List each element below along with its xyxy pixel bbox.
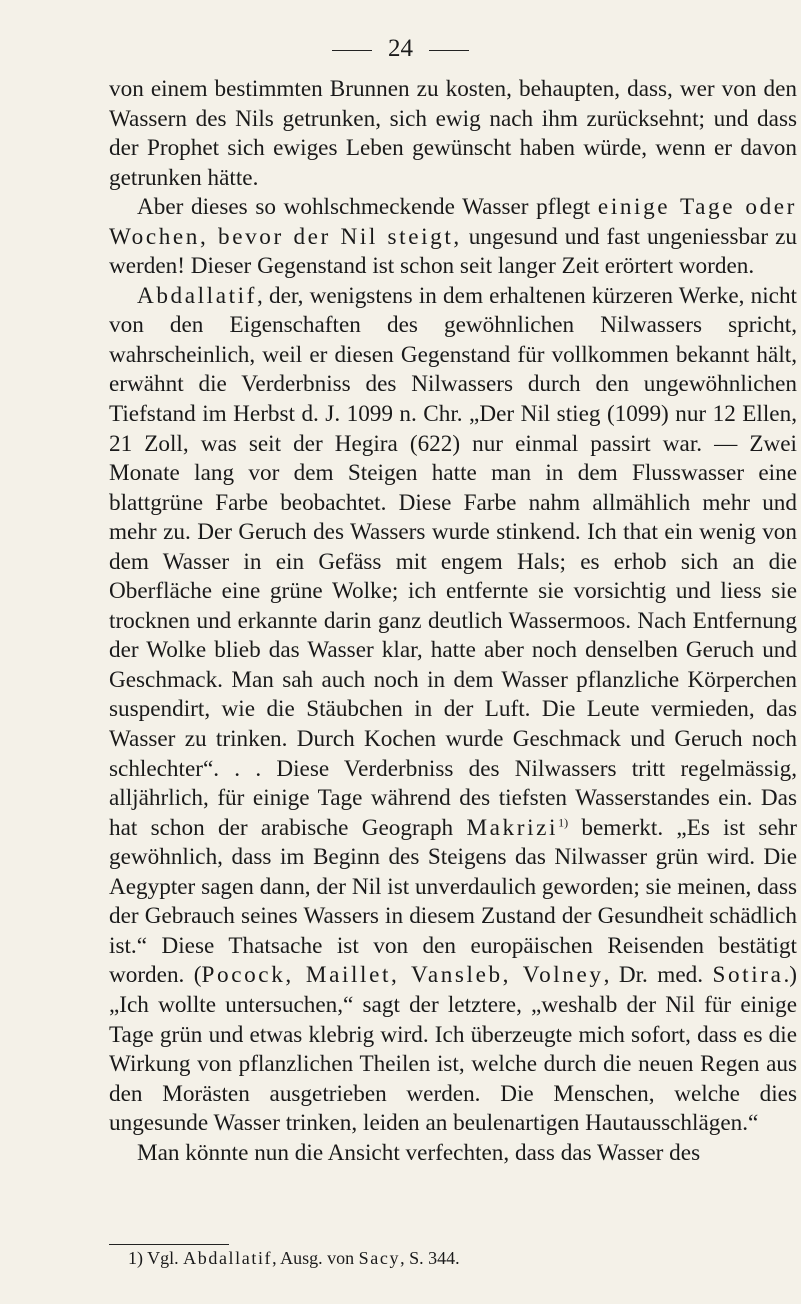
paragraph xyxy=(109,1139,797,1169)
header-dash-right xyxy=(429,50,469,51)
spaced-name: Sacy xyxy=(358,1248,401,1268)
text-run: 1) Vgl. xyxy=(128,1248,184,1268)
text-run: Man könnte nun die Ansicht verfechten, dass das Wasser des xyxy=(137,1139,701,1166)
paragraph xyxy=(109,282,797,1139)
footnote-marker: 1) xyxy=(558,814,569,829)
spaced-name: Sotira xyxy=(712,962,784,989)
text-run: ungesund und fast ungeniessbar zu werden! Dieser Gegenstand ist schon seit langer Zeit erörtert worden. xyxy=(109,223,797,280)
page-number: 24 xyxy=(388,35,413,62)
footnote xyxy=(128,1247,788,1269)
spaced-name: Abdallatif xyxy=(183,1248,273,1268)
text-run: , Dr. med. xyxy=(603,962,713,989)
spaced-name: Pocock, Maillet, Vansleb, Volney xyxy=(201,962,604,989)
spaced-name: einige Tage oder Wochen, bevor der Nil steigt, xyxy=(109,194,798,250)
paragraph xyxy=(109,75,797,193)
text-run: von einem bestimmten Brunnen zu kosten, behaupten, dass, wer von den Wassern des Nils getrunken, sich ewig nach ihm zurücksehnt; und dass der Prophet sich ewiges Leben gewünscht haben würde, wenn er davon getrunken hätte. xyxy=(109,76,797,191)
text-run: , Ausg. von xyxy=(272,1248,359,1268)
paragraph xyxy=(109,193,797,282)
text-run: Aber dieses so wohlschmeckende Wasser pflegt xyxy=(137,194,598,221)
text-run: .) „Ich wollte untersuchen,“ sagt der letztere, „weshalb der Nil für einige Tage grün und etwas klebrig wird. Ich überzeugte mich sofort, dass es die Wirkung von pflanzlichen Theilen ist, welche durch die neuen Regen aus den Morästen ausgetrieben werden. Die Menschen, welche dies ungesunde Wasser trinken, leiden an beulenartigen Hautausschlägen.“ xyxy=(109,962,798,1137)
header-dash-left xyxy=(332,50,372,51)
text-run: bemerkt. „Es ist sehr gewöhnlich, dass im Beginn des Steigens das Nilwasser grün wird. Die Aegypter sagen dann, der Nil ist unverdaulich geworden; sie meinen, dass der Gebrauch seines Wassers in diesem Zustand der Gesundheit schädlich ist.“ Diese Thatsache ist von den europäischen Reisenden bestätigt worden. ( xyxy=(109,814,798,989)
page-header xyxy=(0,34,801,64)
text-run: , S. 344. xyxy=(400,1248,460,1268)
body-text xyxy=(109,75,797,1168)
spaced-name: Abdallatif xyxy=(137,282,258,309)
footnote-rule xyxy=(109,1244,229,1245)
spaced-name: Makrizi xyxy=(466,814,559,841)
text-run: , der, wenigstens in dem erhaltenen kürzeren Werke, nicht von den Eigenschaften des gewöhnlichen Nilwassers spricht, wahrscheinlich, weil er diesen Gegenstand für vollkommen bekannt hält, erwähnt die Verderbniss des Nilwassers durch den ungewöhnlichen Tiefstand im Herbst d. J. 1099 n. Chr. „Der Nil stieg (1099) nur 12 Ellen, 21 Zoll, was seit der Hegira (622) nur einmal passirt war. — Zwei Monate lang vor dem Steigen hatte man in dem Flusswasser eine blattgrüne Farbe beobachtet. Diese Farbe nahm allmählich mehr und mehr zu. Der Geruch des Wassers wurde stinkend. Ich that ein wenig von dem Wasser in ein Gefäss mit engem Hals; es erhob sich an die Oberfläche eine grüne Wolke; ich entfernte sie vorsichtig und liess sie trocknen und erkannte darin ganz deutlich Wassermoos. Nach Entfernung der Wolke blieb das Wasser klar, hatte aber noch denselben Geruch und Geschmack. Man sah auch noch in dem Wasser pflanzliche Körperchen suspendirt, wie die Stäubchen in der Luft. Die Leute vermieden, das Wasser zu trinken. Durch Kochen wurde Geschmack und Geruch noch schlechter“. . . Diese Verderbniss des Nilwassers tritt regelmässig, alljährlich, für einige Tage während des tiefsten Wasserstandes ein. Das hat schon der arabische Geograph xyxy=(109,282,797,841)
